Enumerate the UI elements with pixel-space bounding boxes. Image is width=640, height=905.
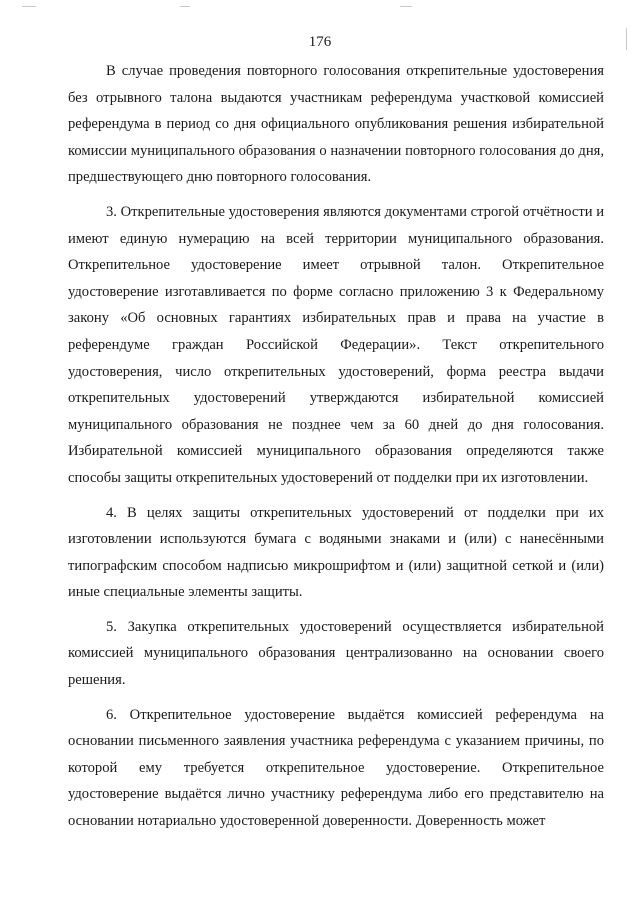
paragraph-5-procurement: 5. Закупка открепительных удостоверений осуществляется избирательной комиссией муниципального образования централизованно на основании своего решения.: [68, 618, 604, 689]
scan-artifact: [180, 6, 190, 7]
paragraph-repeat-voting: В случае проведения повторного голосования открепительные удостоверения без отрывного талона выдаются участникам референдума участковой комиссией референдума в период со дня официального опубликования решения избирательной комиссии муниципального образования о назначении повторного голосования до дня, предшествующего дню повторного голосования.: [68, 63, 604, 186]
paragraph-4-protection: 4. В целях защиты открепительных удостоверений от подделки при их изготовлении используются бумага с водяными знаками и (или) с нанесёнными типографским способом надписью микрошрифтом и (или) защитной сеткой и (или) иные специальные элементы защиты.: [68, 504, 604, 601]
scan-artifact: [22, 6, 36, 7]
document-body: [68, 58, 604, 843]
page-number: 176: [308, 34, 332, 50]
scan-artifact: [400, 6, 412, 7]
paragraph-6-issuance: 6. Открепительное удостоверение выдаётся комиссией референдума на основании письменного заявления участника референдума с указанием причины, по которой ему требуется открепительное удостоверение. Открепительное удостоверение выдаётся лично участнику референдума либо его представителю на основании нотариально удостоверенной доверенности. Доверенность может: [68, 706, 604, 830]
paragraph-3-strict-accounting: 3. Открепительные удостоверения являются документами строгой отчётности и имеют единую нумерацию на всей территории муниципального образования. Открепительное удостоверение имеет отрывной талон. Открепительное удостоверение изготавливается по форме согласно приложению 3 к Федеральному закону «Об основных гарантиях избирательных прав и права на участие в референдуме граждан Российской Федерации». Текст открепительного удостоверения, число открепительных удостоверений, форма реестра выдачи открепительных удостоверений утверждаются избирательной комиссией муниципального образования не позднее чем за 60 дней до дня голосования. Избирательной комиссией муниципального образования определяются также способы защиты открепительных удостоверений от подделки при их изготовлении.: [68, 203, 604, 486]
